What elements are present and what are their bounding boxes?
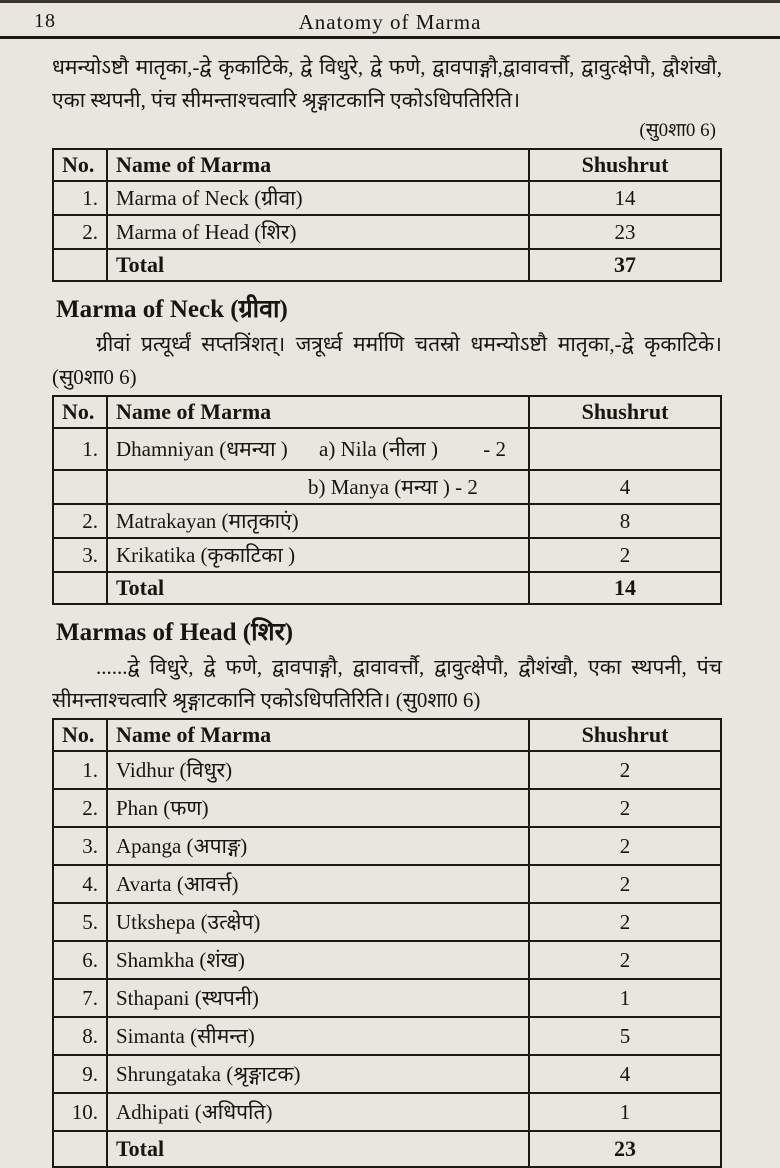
row-number: 2.: [53, 215, 107, 249]
table-row: [53, 428, 721, 470]
row-value: 2: [529, 538, 721, 572]
row-name: Phan (फण): [107, 789, 529, 827]
row-value: 14: [529, 181, 721, 215]
row-number: [53, 572, 107, 604]
row-name: [107, 470, 529, 504]
total-value: 23: [529, 1131, 721, 1167]
intro-reference: (सु0शा0 6): [639, 120, 716, 142]
total-value: 14: [529, 572, 721, 604]
row-number: 6.: [53, 941, 107, 979]
table-row: [53, 903, 721, 941]
row-value: 1: [529, 1093, 721, 1131]
total-label: Total: [107, 572, 529, 604]
col-header-no: No.: [53, 719, 107, 751]
row-value: 8: [529, 504, 721, 538]
table-row: [53, 1017, 721, 1055]
total-value: 37: [529, 249, 721, 281]
table-total-row: [53, 249, 721, 281]
table-row: [53, 979, 721, 1017]
table-row: [53, 751, 721, 789]
row-value: 23: [529, 215, 721, 249]
row-value: [529, 428, 721, 470]
table-row: [53, 504, 721, 538]
col-header-name: Name of Marma: [107, 396, 529, 428]
row-number: 9.: [53, 1055, 107, 1093]
intro-verse: धमन्योऽष्टौ मातृका,-द्वे कृकाटिके, द्वे विधुरे, द्वे फणे, द्वावपाङ्गौ,द्वावावर्त्तौ, द्वावुत्क्षेपौ, द्वौशंखौ, एका स्थपनी, पंच सीमन्ताश्चत्वारि श्रृङ्गाटकानि एकोऽधिपतिरिति।: [52, 55, 722, 112]
col-header-name: Name of Marma: [107, 719, 529, 751]
col-header-shushrut: Shushrut: [529, 396, 721, 428]
row-name: Krikatika (कृकाटिका ): [107, 538, 529, 572]
row-number: 7.: [53, 979, 107, 1017]
row-value: 2: [529, 751, 721, 789]
table-row: [53, 181, 721, 215]
row-number: [53, 1131, 107, 1167]
table-row: [53, 827, 721, 865]
row-number: 1.: [53, 751, 107, 789]
table-row: [53, 215, 721, 249]
row-name: Apanga (अपाङ्ग): [107, 827, 529, 865]
row-name: Adhipati (अधिपति): [107, 1093, 529, 1131]
row-number: 2.: [53, 504, 107, 538]
page-title: Anatomy of Marma: [298, 10, 482, 34]
row-number: 8.: [53, 1017, 107, 1055]
table-row: [53, 789, 721, 827]
row-name: Shamkha (शंख): [107, 941, 529, 979]
row-name: Sthapani (स्थपनी): [107, 979, 529, 1017]
row-name: [107, 428, 529, 470]
row-value: 2: [529, 789, 721, 827]
page-header: [0, 3, 780, 39]
neck-section-heading: Marma of Neck (ग्रीवा): [56, 296, 288, 324]
row-number: 4.: [53, 865, 107, 903]
col-header-no: No.: [53, 149, 107, 181]
page-number: 18: [34, 10, 56, 32]
total-label: Total: [107, 249, 529, 281]
table-total-row: [53, 1131, 721, 1167]
table-header-row: [53, 719, 721, 751]
page-content: [0, 39, 780, 1168]
row-value: 1: [529, 979, 721, 1017]
row-number: 3.: [53, 538, 107, 572]
col-header-shushrut: Shushrut: [529, 719, 721, 751]
row-name: Shrungataka (श्रृङ्गाटक): [107, 1055, 529, 1093]
row-number: 2.: [53, 789, 107, 827]
row-number: 3.: [53, 827, 107, 865]
col-header-shushrut: Shushrut: [529, 149, 721, 181]
row-name: Marma of Head (शिर): [107, 215, 529, 249]
row-name: Marma of Neck (ग्रीवा): [107, 181, 529, 215]
row-name: Utkshepa (उत्क्षेप): [107, 903, 529, 941]
row-value: 2: [529, 941, 721, 979]
table-total-row: [53, 572, 721, 604]
row-number: 10.: [53, 1093, 107, 1131]
row-name: Matrakayan (मातृकाएं): [107, 504, 529, 538]
sub-item-b: b) Manya (मन्या ) - 2: [308, 475, 478, 500]
neck-table: [52, 395, 722, 605]
table-row: [53, 538, 721, 572]
row-number: [53, 249, 107, 281]
col-header-no: No.: [53, 396, 107, 428]
head-section-heading: Marmas of Head (शिर): [56, 619, 294, 647]
row-value: 4: [529, 1055, 721, 1093]
head-table: [52, 718, 722, 1168]
neck-verse: ग्रीवां प्रत्यूर्ध्वं सप्तत्रिंशत्। जत्रूर्ध्व मर्माणि चतस्रो धमन्योऽष्टौ मातृका,-द्वे कृकाटिके। (सु0शा0 6): [52, 332, 722, 389]
row-number: [53, 470, 107, 504]
summary-table: [52, 148, 722, 282]
row-value: 2: [529, 827, 721, 865]
row-name: Avarta (आवर्त्त): [107, 865, 529, 903]
table-header-row: [53, 396, 721, 428]
total-label: Total: [107, 1131, 529, 1167]
row-name: Vidhur (विधुर): [107, 751, 529, 789]
row-value: 2: [529, 865, 721, 903]
row-number: 5.: [53, 903, 107, 941]
row-name: Simanta (सीमन्त): [107, 1017, 529, 1055]
marma-name: Dhamniyan (धमन्या ): [116, 437, 288, 462]
table-header-row: [53, 149, 721, 181]
table-row: [53, 1093, 721, 1131]
table-row: [53, 941, 721, 979]
row-value: 2: [529, 903, 721, 941]
row-value: 4: [529, 470, 721, 504]
table-row: [53, 865, 721, 903]
sub-item-a: a) Nila (नीला ): [319, 437, 438, 462]
row-number: 1.: [53, 428, 107, 470]
row-value: 5: [529, 1017, 721, 1055]
head-verse: ......द्वे विधुरे, द्वे फणे, द्वावपाङ्गौ, द्वावावर्त्तौ, द्वावुत्क्षेपौ, द्वौशंखौ, एका स्थपनी, पंच सीमन्ताश्चत्वारि श्रृङ्गाटकानि एकोऽधिपतिरिति। (सु0शा0 6): [52, 655, 722, 712]
sub-item-a-count: - 2: [483, 437, 506, 462]
row-number: 1.: [53, 181, 107, 215]
table-row: [53, 1055, 721, 1093]
table-row: [53, 470, 721, 504]
col-header-name: Name of Marma: [107, 149, 529, 181]
